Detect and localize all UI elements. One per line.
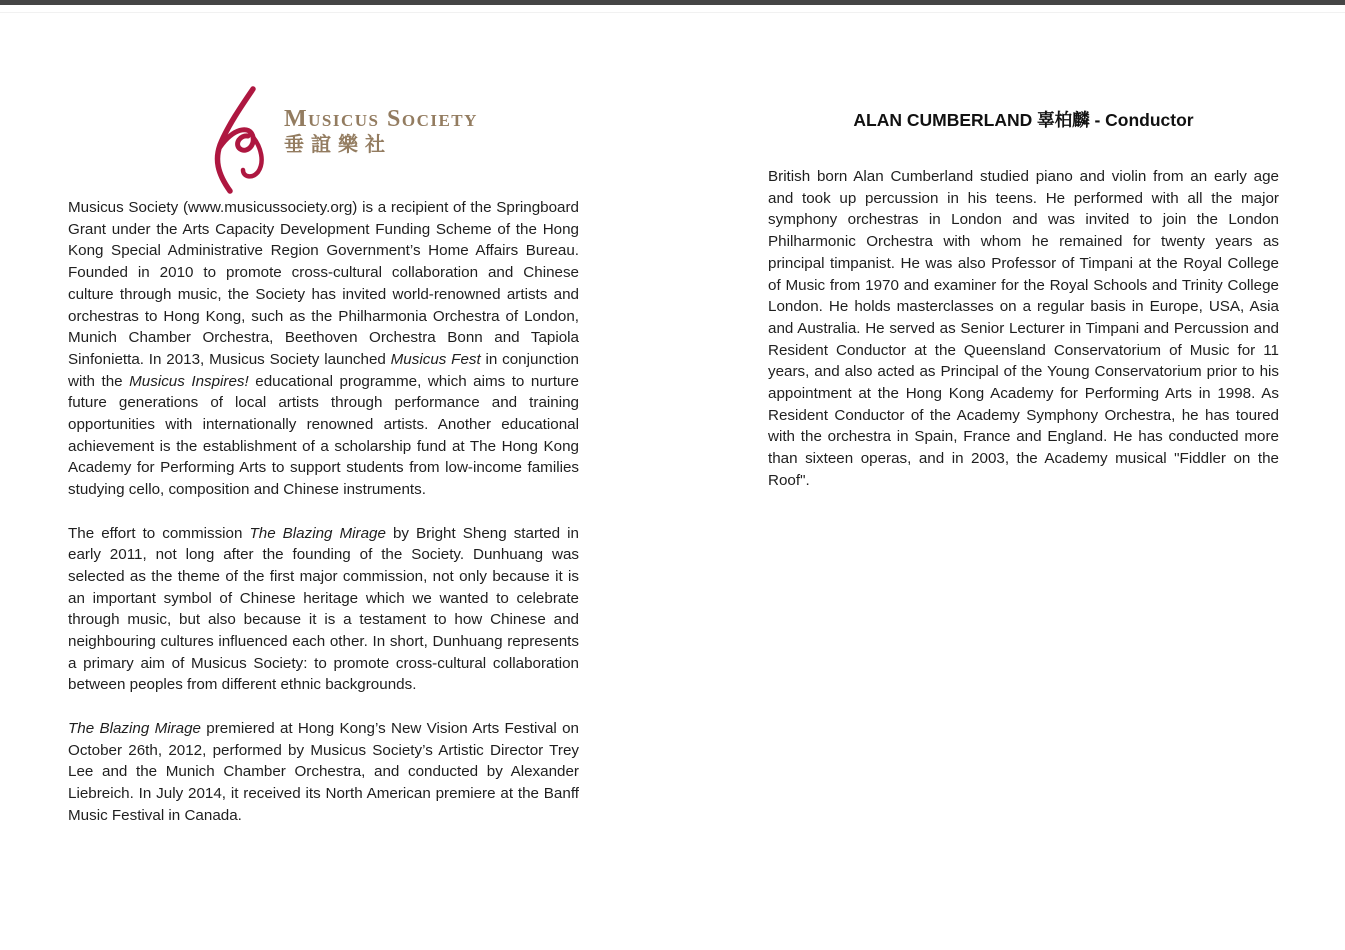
logo-chinese-name: 垂誼樂社 bbox=[284, 134, 392, 156]
window-top-edge bbox=[0, 0, 1345, 5]
about-society-section bbox=[68, 197, 579, 826]
about-society-paragraph-3: The Blazing Mirage premiered at Hong Kong’s New Vision Arts Festival on October 26th, 2012, performed by Musicus Society’s Artistic Director Trey Lee and the Munich Chamber Orchestra, and conducted by Alexander Liebreich. In July 2014, it received its North American premiere at the Banff Music Festival in Canada. bbox=[68, 719, 579, 824]
conductor-title: ALAN CUMBERLAND 辜柏麟 - Conductor bbox=[853, 110, 1194, 130]
musicus-society-logo bbox=[196, 85, 478, 195]
conductor-bio-paragraph: British born Alan Cumberland studied piano and violin from an early age and took up percussion in his teens. He performed with all the major symphony orchestras in London and was invited to join the London Philharmonic Orchestra with whom he remained for twenty years as principal timpanist. He was also Professor of Timpani at the Royal College of Music from 1970 and examiner for the Royal Schools and Trinity College London. He holds masterclasses on a regular basis in Europe, USA, Asia and Australia. He served as Senior Lecturer in Timpani and Percussion and Resident Conductor at the Queensland Conservatorium of Music for 11 years, and also acted as Principal of the Young Conservatorium prior to his appointment at the Hong Kong Academy for Performing Arts in 1998. As Resident Conductor of the Academy Symphony Orchestra, he has toured with the orchestra in Spain, France and England. He has conducted more than sixteen operas, and in 2003, the Academy musical "Fiddler on the Roof". bbox=[768, 168, 1279, 489]
logo-text-block bbox=[284, 85, 478, 159]
about-society-paragraph-2: The effort to commission The Blazing Mirage by Bright Sheng started in early 2011, not long after the founding of the Society. Dunhuang was selected as the theme of the first major commission, not only because it is an important symbol of Chinese heritage which we wanted to celebrate through music, but also because it is a testament to how Chinese and neighbouring cultures influenced each other. In short, Dunhuang represents a primary aim of Musicus Society: to promote cross-cultural collaboration between peoples from different ethnic backgrounds. bbox=[68, 524, 579, 694]
conductor-bio-section bbox=[768, 110, 1279, 492]
logo-wordmark: Musicus Society bbox=[284, 106, 478, 132]
page-top-divider bbox=[0, 12, 1345, 13]
logo-flourish-icon bbox=[196, 85, 284, 195]
about-society-paragraph-1: Musicus Society (www.musicussociety.org) is a recipient of the Springboard Grant under the Arts Capacity Development Funding Scheme of the Hong Kong Special Administrative Region Government’s Home Affairs Bureau. Founded in 2010 to promote cross-cultural collaboration and Chinese culture through music, the Society has invited world-renowned artists and orchestras to Hong Kong, such as the Philharmonia Orchestra of London, Munich Chamber Orchestra, Beethoven Orchestra Bonn and Tapiola Sinfonietta. In 2013, Musicus Society launched Musicus Fest in conjunction with the Musicus Inspires! educational programme, which aims to nurture future generations of local artists through performance and training opportunities with internationally renowned artists. Another educational achievement is the establishment of a scholarship fund at The Hong Kong Academy for Performing Arts to support students from low-income families studying cello, composition and Chinese instruments. bbox=[68, 199, 580, 499]
